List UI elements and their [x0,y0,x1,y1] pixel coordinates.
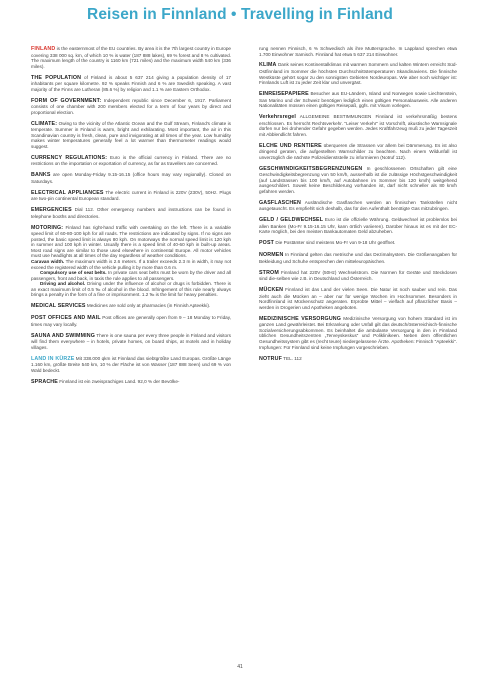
paragraph [259,166,457,195]
section-heading: GELD / GELDWECHSEL [259,217,324,224]
paragraph [259,252,457,264]
paragraph-text: Besucher aus EU-Ländern, Island und Norwegen sowie Liechtenstein, San Marino und der Schweiz benötigen lediglich einen gültigen Personalausweis. Alle anderen Nationalitäten müssen einen gültigen Reisepaß, ggfs. mit Visum vorlegen. [259,91,457,109]
paragraph [31,190,231,202]
paragraph-text: The electric current in Finland is 220V (230V), 50Hz. Plugs are two-pin continental European standard. [31,189,232,202]
section-heading: POST [259,240,275,247]
section-heading: KLIMA [259,62,277,69]
page-title: Reisen in Finnland • Travelling in Finland [87,6,393,23]
section-heading: FINLAND [31,46,56,52]
paragraph-text: TEL. 112 [281,355,302,361]
section-heading: STROM [259,269,279,276]
paragraph [259,287,457,310]
paragraph-text: In private cars seat belts must be worn by the driver and all passengers, front and back, in taxis the rule applies to all passengers. [31,270,231,281]
paragraph-text: Dank seines Kontinentalklimas mit warmen Sommern und kalten Wintern erreicht Süd-Ostfinnland im Sommer die höchsten Durchschnittstemperaturen Skandinaviens. Die finnische Westküste gehört sogar zu den sonnigsten Gebieten Nordeuropas. Wie aber noch wichtiger ist: Finnlands Luft ist zu jeder Zeit klar und unvergäst. [259,62,457,86]
paragraph [31,356,231,374]
paragraph-text: Finnland ist ein zweisprachiges Land. 92,0 % der Bevölke- [57,378,180,384]
column-german [259,46,457,367]
paragraph-text: There is one sauna per every three people in Finland and visitors will find them everywhere – in hotels, private homes, on board ships, at motels and in holiday villages. [31,332,231,350]
paragraph-text: Driving under the influence of alcohol or drugs is forbidden. There is an exact maximum limit of 0.5 ‰ of alcohol in the blood. Infringement of this rule nearly always brings a penalty in the form of a fine or imprisonment. 1.2 ‰ is the limit for heavy penalties. [31,281,231,298]
section-heading: ELCHE UND RENTIERE [259,142,322,149]
paragraph [259,114,457,137]
page-number: 41 [237,664,243,670]
section-heading: POST OFFICES AND MAIL [31,315,101,322]
section-heading: MÜCKEN [259,287,284,294]
paragraph [259,270,457,282]
paragraph [259,46,457,57]
paragraph [259,200,457,212]
section-heading: SAUNA AND SWIMMING [31,332,95,339]
paragraph [31,98,231,116]
paragraph-text: Owing to the vicinity of the Atlantic Ocean and the Gulf Stream, Finland's climate is temperate. Summer in Finland is warm, bright and exhilarating. Most important, the air in this Scandinavian country is fresh, clean, pure and invigorating at all times of the year. Low humidity makes winter temperatures generally feel a lot warmer than thermometer readings would suggest. [31,120,231,149]
paragraph-text: überqueren die Strassen vor allem bei Dämmerung. Es ist also dringend geraten, die aufgestellten Warnschilder zu beachten. Nach einem Wildunfall ist unverzüglich die nächste Polizeidienststelle zu informieren (Notruf 112). [259,142,457,160]
paragraph-text: Euro is the official currency in Finland. There are no restrictions on the importation or exportation of currency, as far as travellers are concerned. [31,154,231,167]
paragraph-text: Mit 338.000 qkm ist Finnland das siebtgrößte Land Europas. Größte Länge 1.160 km, größte Breite 540 km, 10 % der Fläche ist von Wasser (187 888 Seen) und 69 % von Wald bedeckt. [31,355,231,373]
section-heading: EINREISEPAPIERE [259,91,309,98]
paragraph [31,155,231,167]
paragraph [259,217,457,235]
paragraph-text: Medicines are sold only at pharmacies (in Finnish Apteekki). [85,303,211,309]
paragraph [31,281,231,298]
section-heading: MEDICAL SERVICES [31,303,86,310]
subheading: Driving and alcohol. [40,281,86,287]
section-heading: MOTORING: [31,224,64,231]
paragraph-text: Finnland hat 220V (50Hz) Wechselstrom. Die Normen für Geräte und Steckdosen sind die-selben wie z.B. in Deutschland und Österreich. [259,269,457,282]
paragraph-text: Medizinische Versorgung von hohem Standard ist im ganzen Land gewährleistet. Bei Erkrankung oder Unfall gilt das deutsch/österreichisch-finnische Sozialversicherungsabkommen. Es beinhaltet die ambulante Versorgung in den in Finnland üblichen Gesundheitszentren „Terveyskeskus“ und Poliklinikeen. Neben dem öffentlichen Gesundheitssystem gibt es (recht teure) niedergelassene Ärzte. Apotheken: Finnisch "Apteekki". Impfungen: Für Finnland sind keine Impfungen vorgeschrieben. [259,315,457,350]
paragraph-text: Finnland ist das Land der vielen Seen. Die Natur ist noch sauber und rein. Das zieht auch die Mücken an – aber nur für wenige Wochen im Hochsommer. Besonders in Nordfinnland ist Mückenschutz angeraten. Erprobte Mittel – vielfach auf pflanzlicher Basis – werden in Drogerien und Apotheken angeboten. [259,287,457,310]
paragraph [31,379,231,386]
section-heading: BANKS [31,172,51,179]
section-heading: NOTRUF [259,355,282,362]
section-heading: EMERGENCIES [31,207,72,214]
paragraph-text: Die Postämter sind meistens Mo-Fr von 9-18 Uhr geöffnet. [274,240,396,246]
paragraph-text: Independent republic since December 6, 1917. Parliament consists of one chamber with 200 members elected for a term of four years by direct and proportional election. [31,97,231,115]
paragraph-text: Post offices are generally open from 9 – 18 Monday to Friday, times may vary locally. [31,315,231,327]
paragraph [31,75,231,93]
paragraph [259,62,457,85]
paragraph-text: rung nennen Finnisch, 6 % Schwedisch als ihre Muttersprache. In Lappland sprechen etwa 1.700 Einwohner Samisch. Finnland hat etwa 5 637 214 Einwohner. [259,46,457,57]
paragraph-text: Dial 112. Other emergency numbers and instructions can be found in telephone booths and directories. [31,207,231,219]
paragraph-text: The maximum width is 2.6 meters. If a trailer exceeds 2.3 m in width, it may not exceed the registered width of the vehicle pulling it by more than 0.6 m. [31,258,232,270]
section-heading: LAND IN KÜRZE [31,355,75,362]
paragraph [31,270,231,281]
paragraph [31,46,231,69]
paragraph [259,316,457,350]
paragraph [31,172,231,184]
section-heading: SPRACHE [31,378,58,385]
section-heading: FORM OF GOVERNMENT: [31,97,102,104]
paragraph [259,240,457,247]
paragraph-text: of Finland is about 5 637 214 giving a population density of 17 inhabitants per square kilometre. 92 % speaks Finnish and 6 % are Swedish speaking. A vast majority of the Finns are Lutheran (85.6 %) by religion and 1.1 % are Eastern Orthodox. [31,74,231,92]
paragraph [31,315,231,327]
subheading: Compulsory use of seat belts. [40,270,107,276]
section-heading: NORMEN [259,252,284,259]
paragraph [31,225,231,259]
paragraph-text: Euro ist die offizielle Währung. Geldwechsel ist problemlos bei allen Banken (Mo-Fr 9.15-16.15 Uhr, kann örtlich variieren). Darüber hinaus ist es mit der EC-Karte möglich, bei den meisten Bankautomaten Geld abzuheben. [259,217,458,235]
paragraph [259,143,457,161]
paragraph [31,121,231,150]
paragraph [31,333,231,351]
subheading: Caravan width. [31,258,65,264]
paragraph-text: is the easternmost of the EU countries. By area it is the 7th largest country in Europe covering 338 000 sq. km, of which 10 % is water (187 888 lakes), 69 % forest and 8 % cultivated. The maximum length of the country is 1160 km (721 miles) and the maximum width 540 km (336 miles). [31,46,231,69]
paragraph [259,356,457,363]
paragraph [31,259,231,270]
paragraph-text: In Finnland gelten das metrische und das Dezimalsystem. Die Größenangaben für Bekleidung und Schuhe entsprechen den mitteleuropäischen. [259,252,457,264]
paragraph [259,91,457,109]
section-heading: CLIMATE: [31,120,58,127]
section-heading: GASFLASCHEN [259,199,301,206]
paragraph-text: Ausländische Gasflaschen werden an finnischen Tankstellen nicht ausgetauscht. Es empfiehlt sich deshalb, das für den Aufenthalt benötigte Gas mitzubringen. [259,199,457,212]
paragraph-text: Finland has right-hand traffic with overtaking on the left. There is a variable speed limit of 60-80-100 kph for all roads. The restrictions are indicated by signs. If no signs are posted, the basic speed limit is always 80 kph. On motorways the normal speed limit is 120 kph in summer and 100 kph in winter. Usually there is a speed limit of 40-60 kph in built-up areas. Most road signs are similar to those used elsewhere in continental Europe. All motor vehicles must use headlights at all times of the day regardless of weather conditions. [31,224,231,259]
paragraph-text: In geschlossenen Ortschaften gilt eine Geschwindigkeitsbegrenzung von 50 km/h, ausserhalb ist die zulässige Höchstgeschwindigkeit (auf Landstrassen bis 100 km/h, auf Autobahnen im Sommer bis 120 km/h) weitgehend ausgeschildert. Soweit keine Beschilderung vorhanden ist, darf nicht schneller als 80 km/h gefahren werden. [259,165,457,194]
paragraph-text: are open Monday-Friday 9.15-16.15 (office hours may vary regionally). Closed on Saturdays. [31,172,231,184]
paragraph-text: ALLGEMEINE BESTIMMUNGEN Finnland ist verkehrsmäßig bestens erschlossen. Es herrscht Rechtsverkehr. "Leiser Verkehr" ist Vorschrift, akustische Warnsignale dürfen nur bei drohender Gefahr gegeben werden. Jedes Kraftfahrzeug muß zu jeder Tageszeit mit Abblendlicht fahren. [259,114,457,137]
column-english [31,46,231,391]
section-heading: GESCHWINDIGKEITSBEGRENZUNGEN [259,165,363,172]
section-heading: MEDIZINISCHE VERSORGUNG [259,315,342,322]
section-heading: Verkehrsregel [259,114,296,121]
section-heading: THE POPULATION [31,74,82,81]
paragraph [31,303,231,310]
section-heading: ELECTRICAL APPLIANCES [31,189,104,196]
paragraph [31,207,231,219]
section-heading: CURRENCY REGULATIONS: [31,154,108,161]
